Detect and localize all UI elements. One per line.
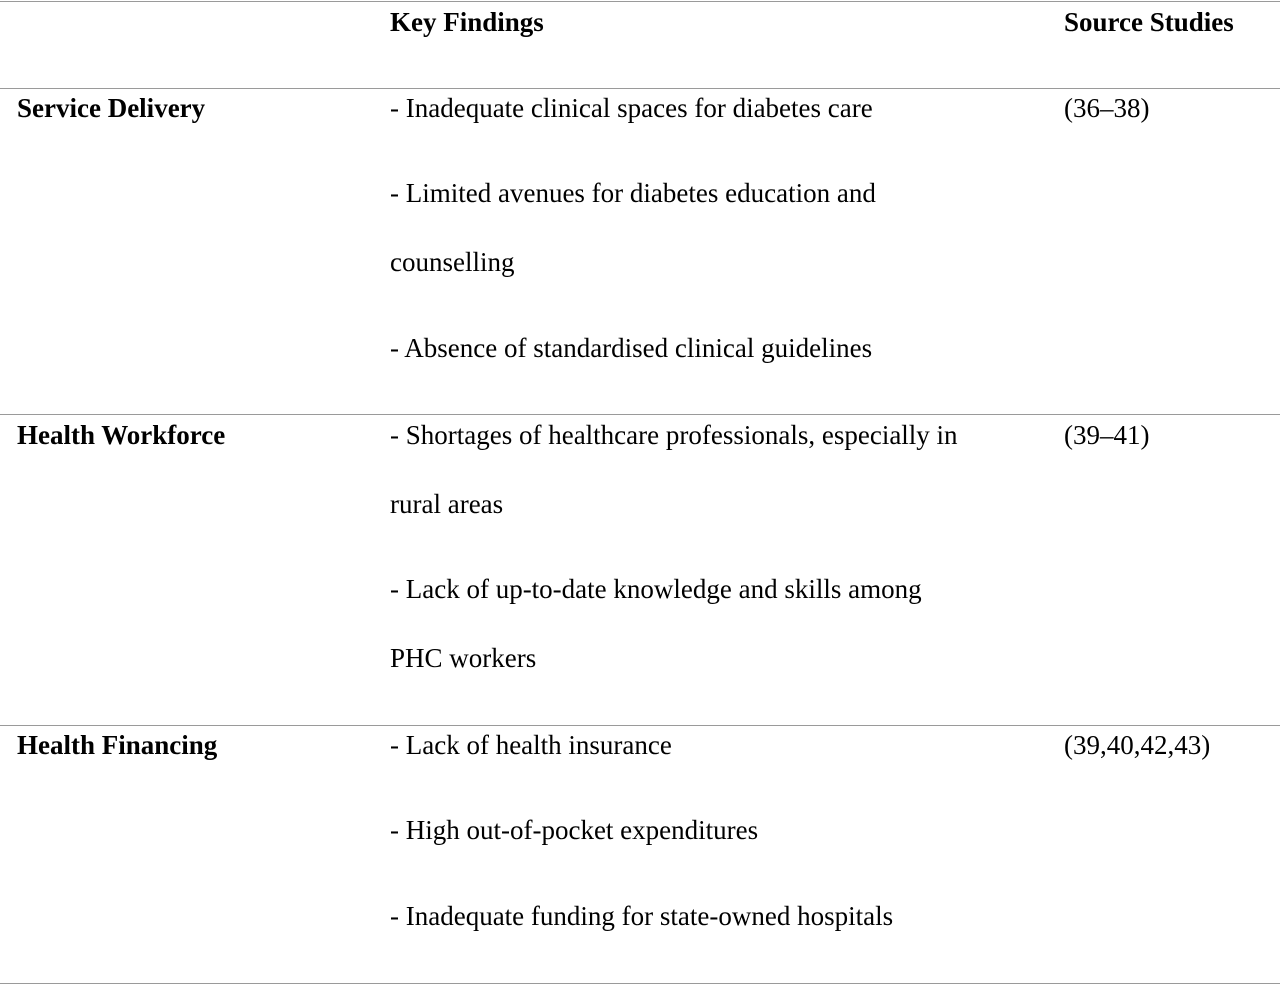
table-top-rule <box>0 1 1280 2</box>
finding-line: - Lack of up-to-date knowledge and skills among <box>390 574 922 604</box>
row-sources: (39,40,42,43) <box>1064 730 1211 760</box>
finding-line: counselling <box>390 247 515 277</box>
row-sources: (36–38) <box>1064 93 1150 123</box>
finding-line: rural areas <box>390 489 504 519</box>
header-source-studies: Source Studies <box>1064 7 1234 37</box>
finding-line: - Shortages of healthcare professionals, especially in <box>390 420 958 450</box>
header-bottom-rule <box>0 88 1280 89</box>
row-category: Health Workforce <box>17 420 226 450</box>
finding-line: PHC workers <box>390 643 537 673</box>
finding-line: - Limited avenues for diabetes education and <box>390 178 876 208</box>
row-divider-rule <box>0 725 1280 726</box>
row-sources: (39–41) <box>1064 420 1150 450</box>
finding-line: - Lack of health insurance <box>390 730 672 760</box>
finding-line: - Inadequate clinical spaces for diabetes care <box>390 93 873 123</box>
finding-line: - High out-of-pocket expenditures <box>390 815 759 845</box>
table-bottom-rule <box>0 983 1280 984</box>
header-key-findings: Key Findings <box>390 7 544 37</box>
row-divider-rule <box>0 414 1280 415</box>
row-category: Health Financing <box>17 730 218 760</box>
finding-line: - Absence of standardised clinical guidelines <box>390 333 873 363</box>
row-category: Service Delivery <box>17 93 206 123</box>
finding-line: - Inadequate funding for state-owned hospitals <box>390 901 894 931</box>
